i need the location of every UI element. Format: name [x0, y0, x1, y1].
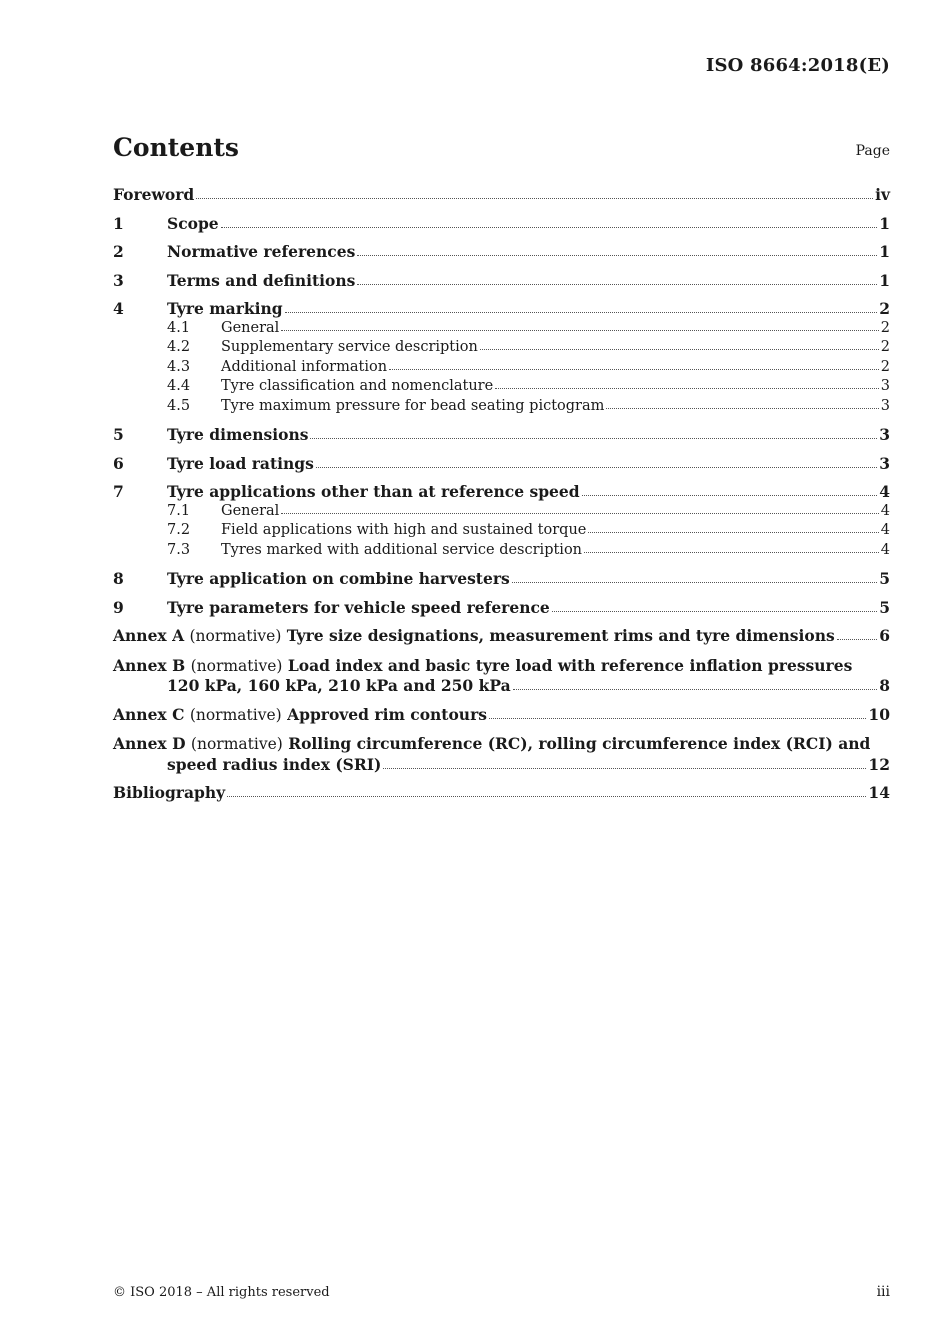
toc-section-4[interactable] — [113, 299, 890, 319]
leader-dots — [588, 528, 878, 533]
toc-page: 10 — [868, 704, 890, 724]
toc-subsection-7-2[interactable] — [113, 521, 890, 541]
toc-title: Foreword — [113, 185, 195, 204]
leader-dots — [281, 509, 878, 514]
toc-section-8[interactable] — [113, 569, 890, 589]
toc-title: Tyre application on combine harvesters — [167, 569, 510, 588]
toc-number: 1 — [113, 213, 124, 233]
toc-title: Tyre maximum pressure for bead seating pictogram — [221, 397, 605, 414]
leader-dots — [552, 607, 877, 612]
toc-section-3[interactable] — [113, 271, 890, 291]
document-id: ISO 8664:2018(E) — [705, 55, 890, 76]
toc-page: 14 — [868, 783, 890, 802]
leader-dots — [221, 223, 878, 228]
annex-label: Annex A — [113, 626, 185, 645]
toc-number: 4 — [113, 299, 124, 318]
annex-type: (normative) — [189, 627, 282, 645]
toc-number: 3 — [113, 270, 124, 290]
toc-page: 5 — [879, 569, 890, 588]
leader-dots — [582, 491, 878, 496]
toc-title: Tyre applications other than at reference speed — [167, 482, 580, 501]
annex-type: (normative) — [189, 705, 282, 724]
leader-dots — [227, 792, 866, 797]
annex-title-line2: 120 kPa, 160 kPa, 210 kPa and 250 kPa — [167, 676, 511, 695]
toc-section-7[interactable] — [113, 482, 890, 502]
toc-section-1[interactable] — [113, 214, 890, 234]
leader-dots — [513, 685, 878, 690]
toc-number: 9 — [113, 597, 124, 617]
toc-page: 1 — [879, 213, 890, 233]
toc-section-5[interactable] — [113, 425, 890, 445]
toc-page: iv — [875, 185, 890, 204]
toc-number: 4.4 — [167, 378, 191, 394]
toc-page: 3 — [880, 378, 890, 394]
toc-number: 6 — [113, 453, 124, 473]
toc-subsection-7-3[interactable] — [113, 541, 890, 561]
annex-title: Approved rim contours — [287, 704, 487, 724]
annex-type: (normative) — [190, 656, 283, 675]
toc-section-6[interactable] — [113, 454, 890, 474]
annex-title-line1: Load index and basic tyre load with reference inflation pressures — [287, 655, 853, 675]
toc-subsection-4-3[interactable] — [113, 358, 890, 378]
toc-page: 4 — [880, 541, 890, 558]
toc-number: 4.1 — [167, 319, 191, 336]
toc-number: 4.2 — [167, 339, 191, 355]
toc-page: 1 — [879, 270, 890, 290]
toc-title: Field applications with high and sustained torque — [221, 522, 587, 538]
copyright-notice: © ISO 2018 – All rights reserved — [113, 1285, 330, 1300]
leader-dots — [389, 365, 879, 370]
toc-number: 7.3 — [167, 541, 191, 558]
toc-page: 4 — [880, 522, 890, 538]
annex-title-line1: Rolling circumference (RC), rolling circumference index (RCI) and — [288, 734, 871, 753]
toc-subsection-4-2[interactable] — [113, 338, 890, 358]
toc-number: 5 — [113, 425, 124, 444]
toc-page: 2 — [879, 299, 890, 318]
leader-dots — [281, 326, 878, 331]
toc-page: 3 — [880, 397, 890, 414]
toc-page: 6 — [879, 626, 890, 645]
toc-number: 8 — [113, 569, 124, 588]
toc-title: Tyre parameters for vehicle speed reference — [167, 597, 550, 617]
toc-number: 7 — [113, 482, 124, 501]
toc-page: 3 — [879, 425, 890, 444]
toc-title: Tyre classification and nomenclature — [221, 378, 494, 394]
toc-number: 4.3 — [167, 358, 191, 375]
toc-page: 2 — [880, 358, 890, 375]
toc-foreword[interactable] — [113, 185, 890, 205]
toc-subsection-4-5[interactable] — [113, 397, 890, 417]
toc-page: 4 — [880, 502, 890, 519]
annex-title-line2: speed radius index (SRI) — [167, 754, 382, 774]
toc-page: 12 — [868, 754, 890, 774]
toc-title: Tyre dimensions — [167, 425, 309, 444]
contents-heading: Contents — [113, 133, 240, 162]
toc-title: Tyres marked with additional service description — [221, 541, 583, 558]
toc-title: Additional information — [221, 358, 388, 375]
annex-type: (normative) — [190, 735, 283, 753]
toc-number: 7.2 — [167, 522, 191, 538]
leader-dots — [310, 434, 877, 439]
toc-title: Normative references — [167, 242, 356, 261]
leader-dots — [489, 714, 866, 719]
leader-dots — [357, 251, 877, 256]
toc-title: General — [221, 502, 280, 519]
table-of-contents — [113, 185, 890, 803]
page-number: iii — [876, 1284, 890, 1300]
toc-title: Scope — [167, 213, 219, 233]
leader-dots — [512, 578, 877, 583]
toc-subsection-4-4[interactable] — [113, 377, 890, 397]
toc-title: Tyre load ratings — [167, 453, 314, 473]
leader-dots — [383, 764, 866, 769]
annex-label: Annex C — [113, 704, 185, 724]
page-column-label: Page — [855, 143, 890, 159]
annex-label: Annex D — [113, 734, 186, 753]
annex-label: Annex B — [113, 655, 186, 675]
toc-bibliography[interactable] — [113, 783, 890, 803]
toc-title: General — [221, 319, 280, 336]
toc-subsection-7-1[interactable] — [113, 502, 890, 522]
toc-number: 2 — [113, 242, 124, 261]
toc-title: Tyre marking — [167, 299, 283, 318]
leader-dots — [480, 345, 879, 350]
toc-title: Bibliography — [113, 783, 226, 802]
toc-section-2[interactable] — [113, 242, 890, 262]
toc-annex-a[interactable] — [113, 626, 890, 647]
toc-page: 5 — [879, 597, 890, 617]
leader-dots — [837, 635, 878, 640]
toc-page: 2 — [880, 319, 890, 336]
leader-dots — [584, 548, 879, 553]
leader-dots — [285, 308, 878, 313]
leader-dots — [357, 280, 877, 285]
toc-page: 8 — [879, 676, 890, 695]
leader-dots — [196, 194, 873, 199]
toc-subsection-4-1[interactable] — [113, 319, 890, 339]
toc-annex-d[interactable] — [113, 734, 890, 774]
leader-dots — [316, 463, 877, 468]
toc-annex-b[interactable] — [113, 656, 890, 696]
toc-page: 3 — [879, 453, 890, 473]
toc-page: 1 — [879, 242, 890, 261]
annex-title: Tyre size designations, measurement rims and tyre dimensions — [286, 626, 835, 645]
toc-title: Supplementary service description — [221, 339, 478, 355]
toc-number: 7.1 — [167, 502, 191, 519]
leader-dots — [606, 404, 878, 409]
toc-page: 4 — [879, 482, 890, 501]
toc-section-9[interactable] — [113, 598, 890, 618]
toc-number: 4.5 — [167, 397, 191, 414]
toc-title: Terms and definitions — [167, 270, 356, 290]
toc-annex-c[interactable] — [113, 705, 890, 726]
leader-dots — [495, 384, 879, 389]
toc-page: 2 — [880, 339, 890, 355]
